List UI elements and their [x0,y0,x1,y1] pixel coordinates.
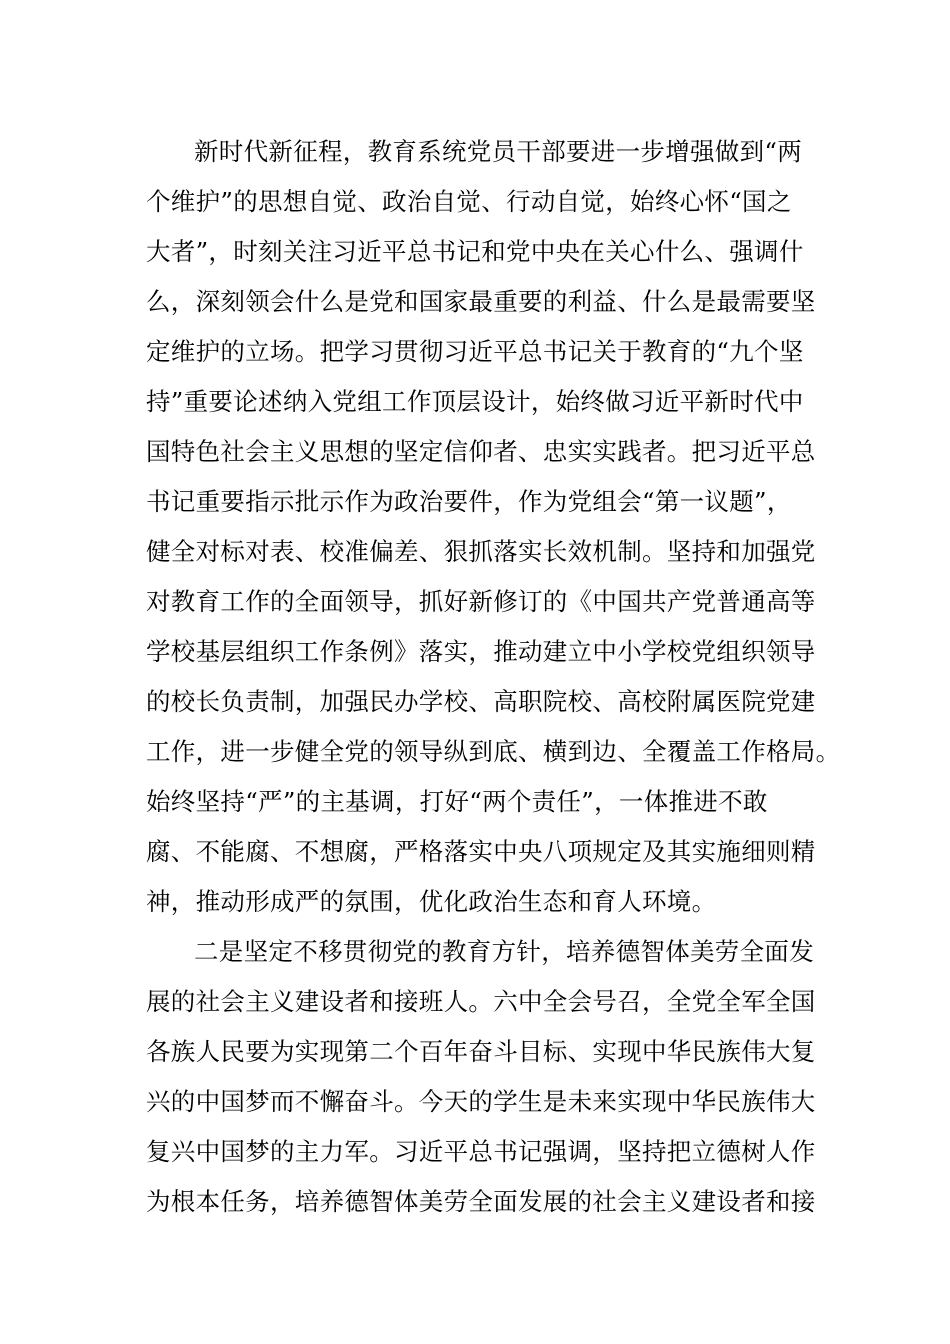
text-line: 兴的中国梦而不懈奋斗。今天的学生是未来实现中华民族伟大 [146,1087,816,1116]
text-line: 大者”，时刻关注习近平总书记和党中央在关心什么、强调什 [146,237,804,266]
text-line: 展的社会主义建设者和接班人。六中全会号召，全党全军全国 [146,987,816,1016]
text-line: 腐、不能腐、不想腐，严格落实中央八项规定及其实施细则精 [146,837,816,866]
text-line: 学校基层组织工作条例》落实，推动建立中小学校党组织领导 [146,637,816,666]
text-line: 复兴中国梦的主力军。习近平总书记强调，坚持把立德树人作 [146,1137,816,1166]
text-line: 么，深刻领会什么是党和国家最重要的利益、什么是最需要坚 [146,287,816,316]
text-line: 新时代新征程，教育系统党员干部要进一步增强做到“两 [194,137,803,166]
text-line: 个维护”的思想自觉、政治自觉、行动自觉，始终心怀“国之 [146,187,792,216]
text-line: 定维护的立场。把学习贯彻习近平总书记关于教育的“九个坚 [146,337,804,366]
text-line: 国特色社会主义思想的坚定信仰者、忠实实践者。把习近平总 [146,437,816,466]
text-line: 工作，进一步健全党的领导纵到底、横到边、全覆盖工作格局。 [146,737,841,766]
text-line: 的校长负责制，加强民办学校、高职院校、高校附属医院党建 [146,687,816,716]
text-line: 神，推动形成严的氛围，优化政治生态和育人环境。 [146,887,717,916]
text-line: 各族人民要为实现第二个百年奋斗目标、实现中华民族伟大复 [146,1037,816,1066]
text-line: 健全对标对表、校准偏差、狠抓落实长效机制。坚持和加强党 [146,537,816,566]
text-line: 书记重要指示批示作为政治要件，作为党组会“第一议题”， [146,487,792,516]
text-line: 持”重要论述纳入党组工作顶层设计，始终做习近平新时代中 [146,387,804,416]
text-line: 对教育工作的全面领导，抓好新修订的《中国共产党普通高等 [146,587,816,616]
text-line: 为根本任务，培养德智体美劳全面发展的社会主义建设者和接 [146,1187,816,1216]
text-line: 二是坚定不移贯彻党的教育方针，培养德智体美劳全面发 [194,937,814,966]
text-line: 始终坚持“严”的主基调，打好“两个责任”，一体推进不敢 [146,787,768,816]
